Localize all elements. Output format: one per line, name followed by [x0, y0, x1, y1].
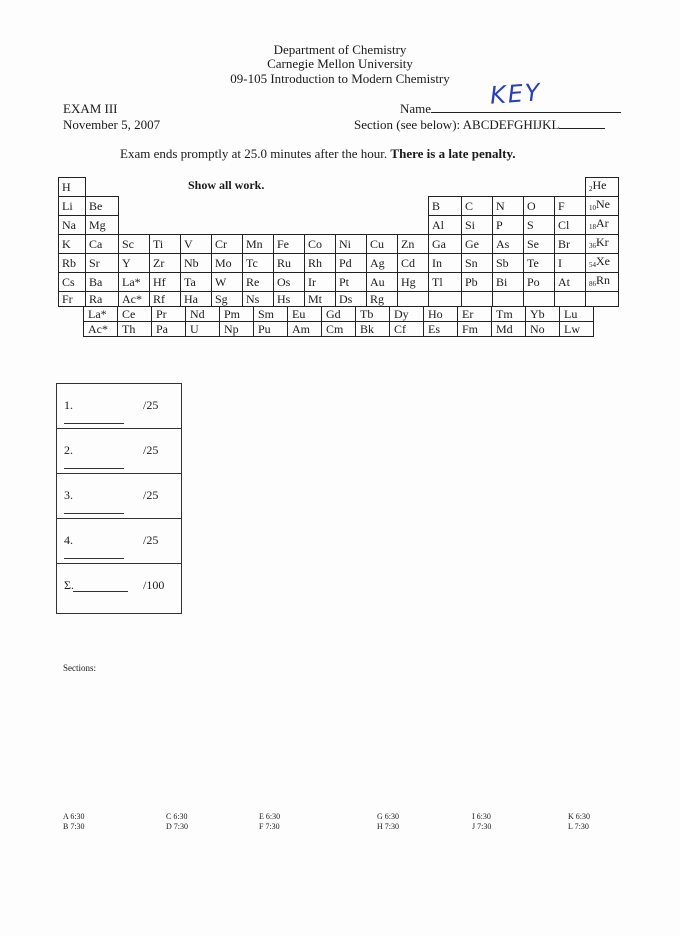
- table-gap: [274, 216, 305, 235]
- element-cell: [367, 254, 398, 273]
- element-cell: [181, 273, 212, 292]
- table-gap: [274, 197, 305, 216]
- element-symbol: Hg: [401, 275, 416, 289]
- score-row[interactable]: [57, 429, 181, 474]
- element-symbol: Xe: [596, 254, 610, 268]
- element-symbol: I: [558, 256, 562, 270]
- score-row[interactable]: [57, 519, 181, 564]
- element-cell: No: [526, 322, 560, 337]
- element-symbol: Ds: [339, 292, 353, 306]
- element-cell: [429, 197, 462, 216]
- element-cell: [119, 292, 150, 307]
- element-symbol: Si: [465, 218, 476, 232]
- table-gap: [119, 178, 150, 197]
- element-cell: [493, 273, 524, 292]
- element-symbol: He: [592, 178, 607, 192]
- element-cell: Th: [118, 322, 152, 337]
- element-cell: [274, 273, 305, 292]
- element-symbol: Rb: [62, 256, 77, 270]
- table-gap: [367, 216, 398, 235]
- element-symbol: Mn: [246, 237, 263, 251]
- element-symbol: Po: [527, 275, 540, 289]
- element-cell: [59, 235, 86, 254]
- element-cell: [86, 254, 119, 273]
- empty-cell: [493, 292, 524, 307]
- section-time-second: J 7:30: [472, 822, 492, 831]
- section-time-first: I 6:30: [472, 812, 491, 821]
- element-cell: [336, 292, 367, 307]
- table-gap: [493, 178, 524, 197]
- element-cell: [274, 292, 305, 307]
- f-block-table: [83, 306, 594, 337]
- element-cell: [429, 216, 462, 235]
- table-gap: [462, 178, 493, 197]
- element-symbol: Nb: [184, 256, 199, 270]
- element-cell: Eu: [288, 307, 322, 322]
- element-cell: [493, 254, 524, 273]
- element-symbol: Ne: [596, 197, 610, 211]
- section-time-second: L 7:30: [568, 822, 589, 831]
- element-cell: [150, 235, 181, 254]
- question-label: 1.: [64, 398, 73, 412]
- score-blank: [64, 558, 124, 559]
- atomic-number: 54: [589, 261, 596, 269]
- element-cell: [493, 216, 524, 235]
- element-symbol: Au: [370, 275, 385, 289]
- element-cell: [367, 235, 398, 254]
- table-gap: [398, 216, 429, 235]
- element-symbol: As: [496, 237, 510, 251]
- element-cell: [181, 235, 212, 254]
- element-cell: [59, 292, 86, 307]
- atomic-number: 36: [589, 242, 596, 250]
- element-cell: Pa: [152, 322, 186, 337]
- table-gap: [398, 178, 429, 197]
- element-cell: [524, 235, 555, 254]
- table-gap: [524, 178, 555, 197]
- element-symbol: Ar: [596, 216, 609, 230]
- element-cell: [212, 292, 243, 307]
- element-cell: Ac*: [84, 322, 118, 337]
- element-symbol: Rh: [308, 256, 323, 270]
- score-max: /100: [143, 578, 165, 592]
- table-gap: [119, 197, 150, 216]
- element-symbol: Rf: [153, 292, 165, 306]
- element-symbol: Os: [277, 275, 291, 289]
- question-label: 2.: [64, 443, 73, 457]
- element-cell: Yb: [526, 307, 560, 322]
- periodic-table: [58, 177, 619, 307]
- element-symbol: Sc: [122, 237, 134, 251]
- element-symbol: Al: [432, 218, 444, 232]
- empty-cell: [555, 292, 586, 307]
- element-cell: [305, 292, 336, 307]
- table-gap: [429, 178, 462, 197]
- element-cell: [59, 254, 86, 273]
- element-cell: [150, 273, 181, 292]
- element-symbol: Ta: [184, 275, 196, 289]
- element-cell: Tb: [356, 307, 390, 322]
- element-cell: [86, 273, 119, 292]
- empty-cell: [586, 292, 619, 307]
- element-symbol: Sg: [215, 292, 228, 306]
- element-cell: [586, 197, 619, 216]
- element-cell: [555, 235, 586, 254]
- element-symbol: Ru: [277, 256, 292, 270]
- element-symbol: In: [432, 256, 442, 270]
- section-time: [568, 812, 590, 832]
- element-symbol: Na: [62, 218, 76, 232]
- score-max: /25: [143, 443, 159, 457]
- table-gap: [555, 178, 586, 197]
- course-title: 09-105 Introduction to Modern Chemistry: [230, 71, 450, 86]
- instructions: [120, 146, 515, 162]
- element-symbol: Ca: [89, 237, 103, 251]
- element-cell: [59, 216, 86, 235]
- element-symbol: Rn: [596, 273, 611, 287]
- table-gap: [305, 197, 336, 216]
- question-label: 3.: [64, 488, 73, 502]
- empty-cell: [429, 292, 462, 307]
- element-cell: Ce: [118, 307, 152, 322]
- score-blank: [64, 513, 124, 514]
- element-symbol: C: [465, 199, 474, 213]
- section-time: [377, 812, 399, 832]
- table-gap: [150, 178, 181, 197]
- element-symbol: O: [527, 199, 536, 213]
- element-cell: [274, 254, 305, 273]
- element-symbol: Li: [62, 199, 73, 213]
- element-symbol: Sb: [496, 256, 509, 270]
- element-cell: [336, 235, 367, 254]
- section-time-first: E 6:30: [259, 812, 281, 821]
- element-symbol: P: [496, 218, 503, 232]
- element-cell: [367, 292, 398, 307]
- atomic-number: 18: [589, 223, 596, 231]
- late-penalty: There is a late penalty.: [390, 146, 516, 161]
- element-cell: [119, 254, 150, 273]
- element-symbol: Ac*: [122, 292, 142, 306]
- element-cell: Tm: [492, 307, 526, 322]
- element-cell: [524, 273, 555, 292]
- score-max: /25: [143, 533, 159, 547]
- element-cell: Sm: [254, 307, 288, 322]
- element-cell: [398, 273, 429, 292]
- element-symbol: F: [558, 199, 565, 213]
- element-cell: Lw: [560, 322, 594, 337]
- table-gap: [336, 178, 367, 197]
- section-time-first: K 6:30: [568, 812, 590, 821]
- element-symbol: Ti: [153, 237, 164, 251]
- exam-date: November 5, 2007: [63, 117, 161, 132]
- element-cell: [462, 197, 493, 216]
- section-time-second: F 7:30: [259, 822, 280, 831]
- atomic-number: 2: [589, 185, 593, 193]
- section-time-first: C 6:30: [166, 812, 188, 821]
- sections-title: Sections:: [63, 663, 96, 673]
- element-cell: [429, 254, 462, 273]
- element-cell: Cf: [390, 322, 424, 337]
- element-symbol: Mg: [89, 218, 106, 232]
- element-cell: Ho: [424, 307, 458, 322]
- element-cell: [398, 254, 429, 273]
- empty-cell: [462, 292, 493, 307]
- table-gap: [367, 197, 398, 216]
- table-gap: [367, 178, 398, 197]
- table-gap: [398, 197, 429, 216]
- element-symbol: S: [527, 218, 534, 232]
- question-label: Σ.: [64, 578, 74, 592]
- table-gap: [243, 197, 274, 216]
- score-row[interactable]: [57, 564, 181, 613]
- section-time-second: B 7:30: [63, 822, 85, 831]
- element-cell: Pr: [152, 307, 186, 322]
- element-symbol: Cd: [401, 256, 416, 270]
- element-cell: [336, 273, 367, 292]
- table-gap: [305, 216, 336, 235]
- element-cell: [150, 292, 181, 307]
- element-symbol: K: [62, 237, 71, 251]
- element-symbol: Br: [558, 237, 570, 251]
- element-symbol: Zn: [401, 237, 415, 251]
- element-symbol: Te: [527, 256, 539, 270]
- element-symbol: Fr: [62, 292, 73, 306]
- atomic-number: 86: [589, 280, 596, 288]
- element-symbol: Tl: [432, 275, 443, 289]
- sections-list: [63, 812, 623, 834]
- table-gap: [181, 197, 212, 216]
- element-cell: [429, 273, 462, 292]
- element-symbol: Cu: [370, 237, 385, 251]
- empty-cell: [398, 292, 429, 307]
- element-cell: [119, 235, 150, 254]
- element-symbol: Zr: [153, 256, 165, 270]
- element-cell: [243, 273, 274, 292]
- element-cell: [181, 254, 212, 273]
- question-label: 4.: [64, 533, 73, 547]
- element-cell: [555, 197, 586, 216]
- element-symbol: Hs: [277, 292, 291, 306]
- element-cell: Fm: [458, 322, 492, 337]
- element-symbol: Sr: [89, 256, 100, 270]
- table-gap: [119, 216, 150, 235]
- element-symbol: Pb: [465, 275, 478, 289]
- element-symbol: Bi: [496, 275, 508, 289]
- score-blank: [73, 579, 128, 592]
- element-cell: [305, 235, 336, 254]
- element-cell: Md: [492, 322, 526, 337]
- section-time: [472, 812, 491, 832]
- element-symbol: B: [432, 199, 441, 213]
- element-cell: [59, 178, 86, 197]
- element-symbol: La*: [122, 275, 141, 289]
- section-time-first: G 6:30: [377, 812, 399, 821]
- element-cell: [243, 292, 274, 307]
- element-cell: U: [186, 322, 220, 337]
- element-cell: [274, 235, 305, 254]
- handwritten-name: KEY: [489, 78, 543, 110]
- score-box: [56, 383, 182, 614]
- element-symbol: Ga: [432, 237, 446, 251]
- element-cell: [462, 235, 493, 254]
- element-cell: [586, 178, 619, 197]
- element-symbol: At: [558, 275, 570, 289]
- exam-title: EXAM III: [63, 101, 118, 116]
- element-cell: [305, 254, 336, 273]
- element-cell: Bk: [356, 322, 390, 337]
- element-symbol: Ha: [184, 292, 198, 306]
- element-symbol: Fe: [277, 237, 289, 251]
- section-line: [559, 117, 605, 129]
- university-title: Carnegie Mellon University: [267, 56, 413, 71]
- element-cell: [586, 235, 619, 254]
- element-cell: [462, 254, 493, 273]
- element-cell: [59, 197, 86, 216]
- element-cell: [524, 254, 555, 273]
- element-symbol: Ge: [465, 237, 479, 251]
- element-symbol: Cl: [558, 218, 570, 232]
- element-cell: [524, 216, 555, 235]
- table-gap: [150, 197, 181, 216]
- section-time-first: A 6:30: [63, 812, 85, 821]
- score-blank: [64, 468, 124, 469]
- element-symbol: Ni: [339, 237, 351, 251]
- element-cell: [59, 273, 86, 292]
- element-cell: [398, 235, 429, 254]
- element-cell: [336, 254, 367, 273]
- score-blank: [64, 423, 124, 424]
- table-gap: [212, 197, 243, 216]
- section-field[interactable]: [354, 117, 605, 133]
- element-cell: [555, 254, 586, 273]
- element-cell: [181, 292, 212, 307]
- element-symbol: Cs: [62, 275, 75, 289]
- element-cell: [86, 197, 119, 216]
- element-cell: Pm: [220, 307, 254, 322]
- element-cell: Am: [288, 322, 322, 337]
- element-cell: [493, 235, 524, 254]
- element-cell: [524, 197, 555, 216]
- element-symbol: V: [184, 237, 193, 251]
- element-cell: [586, 273, 619, 292]
- score-row[interactable]: [57, 384, 181, 429]
- element-cell: [586, 254, 619, 273]
- element-cell: [555, 273, 586, 292]
- element-symbol: Ir: [308, 275, 316, 289]
- element-symbol: Ba: [89, 275, 103, 289]
- element-cell: [212, 273, 243, 292]
- element-cell: Lu: [560, 307, 594, 322]
- element-symbol: Sn: [465, 256, 478, 270]
- section-time: [63, 812, 85, 832]
- table-gap: [212, 216, 243, 235]
- element-cell: Nd: [186, 307, 220, 322]
- element-cell: [367, 273, 398, 292]
- element-symbol: Re: [246, 275, 260, 289]
- score-row[interactable]: [57, 474, 181, 519]
- score-max: /25: [143, 398, 159, 412]
- element-cell: [212, 235, 243, 254]
- element-cell: Gd: [322, 307, 356, 322]
- element-cell: [493, 197, 524, 216]
- element-symbol: Hf: [153, 275, 166, 289]
- element-symbol: Mo: [215, 256, 232, 270]
- element-symbol: Ra: [89, 292, 103, 306]
- element-symbol: Be: [89, 199, 103, 213]
- section-time-second: H 7:30: [377, 822, 399, 831]
- element-cell: Pu: [254, 322, 288, 337]
- element-cell: Cm: [322, 322, 356, 337]
- atomic-number: 10: [589, 204, 596, 212]
- element-symbol: N: [496, 199, 505, 213]
- element-cell: [555, 216, 586, 235]
- table-gap: [305, 178, 336, 197]
- name-label: Name: [400, 101, 432, 116]
- element-cell: [586, 216, 619, 235]
- table-gap: [181, 216, 212, 235]
- element-cell: [429, 235, 462, 254]
- section-time-second: D 7:30: [166, 822, 188, 831]
- exam-notice: Exam ends promptly at 25.0 minutes after the hour.: [120, 146, 388, 161]
- element-symbol: Co: [308, 237, 323, 251]
- element-symbol: Pt: [339, 275, 350, 289]
- section-time: [259, 812, 280, 832]
- element-symbol: Tc: [246, 256, 258, 270]
- table-gap: [336, 216, 367, 235]
- element-symbol: Ns: [246, 292, 260, 306]
- score-max: /25: [143, 488, 159, 502]
- element-cell: [243, 254, 274, 273]
- element-symbol: Y: [122, 256, 131, 270]
- element-symbol: Rg: [370, 292, 385, 306]
- table-gap: [243, 216, 274, 235]
- empty-cell: [524, 292, 555, 307]
- element-cell: [305, 273, 336, 292]
- element-cell: La*: [84, 307, 118, 322]
- section-label: Section (see below): ABCDEFGHIJKL: [354, 117, 560, 132]
- table-gap: [336, 197, 367, 216]
- element-symbol: Se: [527, 237, 539, 251]
- element-symbol: Mt: [308, 292, 323, 306]
- element-cell: [86, 292, 119, 307]
- element-cell: Es: [424, 322, 458, 337]
- element-cell: [462, 273, 493, 292]
- element-cell: [86, 216, 119, 235]
- element-cell: Dy: [390, 307, 424, 322]
- element-symbol: W: [215, 275, 227, 289]
- element-cell: [243, 235, 274, 254]
- table-gap: [150, 216, 181, 235]
- element-cell: Np: [220, 322, 254, 337]
- element-symbol: Pd: [339, 256, 352, 270]
- show-work-note: Show all work.: [188, 178, 265, 192]
- element-symbol: Cr: [215, 237, 227, 251]
- element-symbol: H: [62, 180, 71, 194]
- element-cell: [212, 254, 243, 273]
- element-cell: [462, 216, 493, 235]
- table-gap: [86, 178, 119, 197]
- element-cell: [150, 254, 181, 273]
- table-gap: [274, 178, 305, 197]
- department-title: Department of Chemistry: [273, 42, 407, 57]
- section-time: [166, 812, 188, 832]
- element-cell: [86, 235, 119, 254]
- element-cell: [119, 273, 150, 292]
- element-symbol: Kr: [596, 235, 609, 249]
- element-cell: Er: [458, 307, 492, 322]
- element-symbol: Ag: [370, 256, 385, 270]
